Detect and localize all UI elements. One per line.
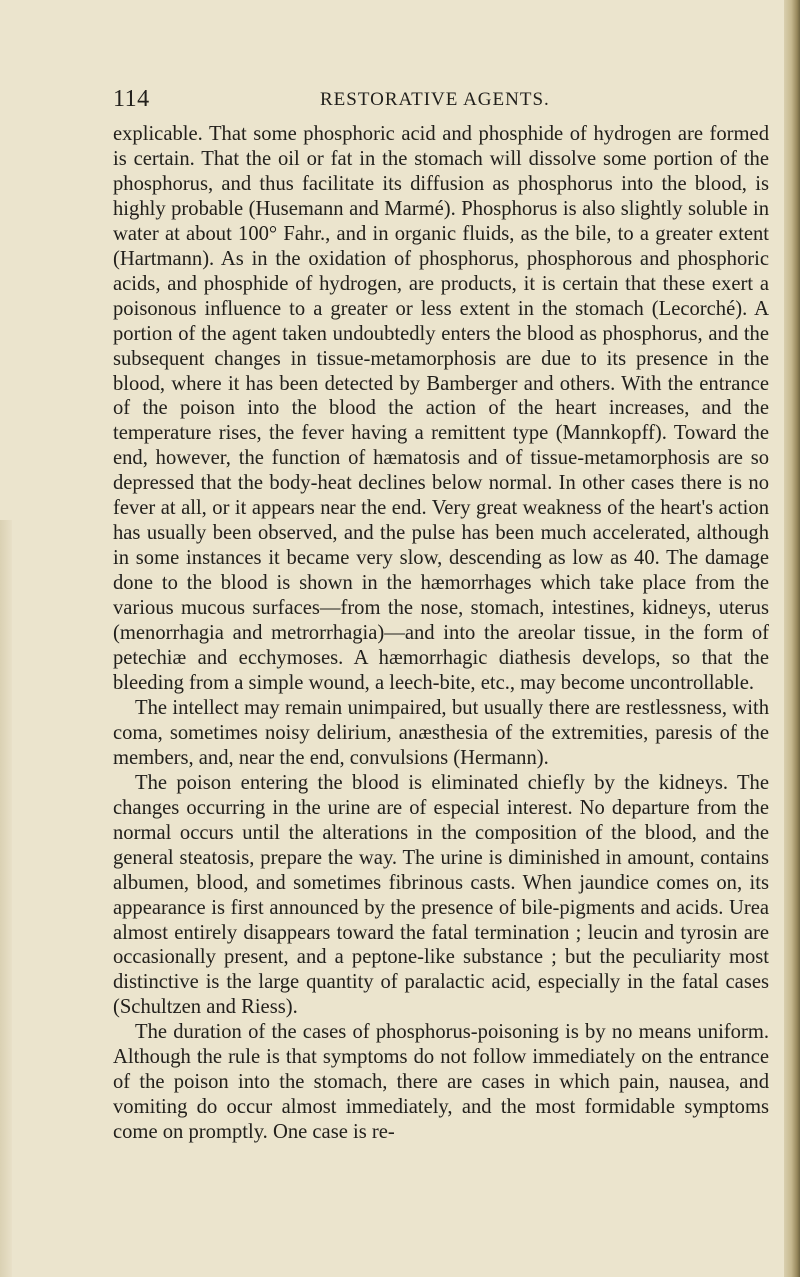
paragraph: The intellect may remain unimpaired, but usually there are restlessness, with coma, sometimes noisy delirium, anæsthesia of the extremities, paresis of the members, and, near the end, convulsions (Hermann). (113, 696, 769, 769)
paragraph: The duration of the cases of phosphorus-poisoning is by no means uniform. Although the rule is that symptoms do not follow immediately on the entrance of the poison into the stomach, there are cases in which pain, nausea, and vomiting do occur almost immediately, and the most formidable symptoms come on promptly. One case is re- (113, 1021, 769, 1144)
page-edge-shadow (784, 0, 800, 1277)
paragraph: The poison entering the blood is eliminated chiefly by the kidneys. The changes occurring in the urine are of especial interest. No departure from the normal occurs until the alterations in the composition of the blood, and the general steatosis, prepare the way. The urine is diminished in amount, contains albumen, blood, and sometimes fibrinous casts. When jaundice comes on, its appearance is first announced by the presence of bile-pigments and acids. Urea almost entirely disappears toward the fatal termination ; leucin and tyrosin are occasionally present, and a peptone-like substance ; but the peculiarity most distinctive is the large quantity of paralactic acid, especially in the fatal cases (Schultzen and Riess). (113, 771, 769, 1019)
page-header (0, 86, 800, 116)
running-head: RESTORATIVE AGENTS. (320, 89, 550, 110)
page-gutter-shadow (0, 520, 12, 1277)
body-text (113, 122, 769, 1145)
page-number: 114 (113, 86, 150, 112)
paragraph: explicable. That some phosphoric acid and phosphide of hydrogen are formed is certain. That the oil or fat in the stomach will dissolve some portion of the phosphorus, and thus facilitate its diffusion as phosphorus into the blood, is highly probable (Husemann and Marmé). Phosphorus is also slightly soluble in water at about 100° Fahr., and in organic fluids, as the bile, to a greater extent (Hartmann). As in the oxidation of phosphorus, phosphorous and phosphoric acids, and phosphide of hydrogen, are products, it is certain that these exert a poisonous influence to a greater or less extent in the stomach (Lecorché). A portion of the agent taken undoubtedly enters the blood as phosphorus, and the subsequent changes in tissue-metamorphosis are due to its presence in the blood, where it has been detected by Bamberger and others. With the entrance of the poison into the blood the action of the heart increases, and the temperature rises, the fever having a remittent type (Mannkopff). Toward the end, however, the function of hæmatosis and of tissue-metamorphosis are so depressed that the body-heat declines below normal. In other cases there is no fever at all, or it appears near the end. Very great weakness of the heart's action has usually been observed, and the pulse has been much accelerated, although in some instances it became very slow, descending as low as 40. The damage done to the blood is shown in the hæmorrhages which take place from the various mucous surfaces—from the nose, stomach, intestines, kidneys, uterus (menorrhagia and metrorrhagia)—and into the areolar tissue, in the form of petechiæ and ecchymoses. A hæmorrhagic diathesis develops, so that the bleeding from a simple wound, a leech-bite, etc., may become uncontrollable. (113, 123, 769, 694)
